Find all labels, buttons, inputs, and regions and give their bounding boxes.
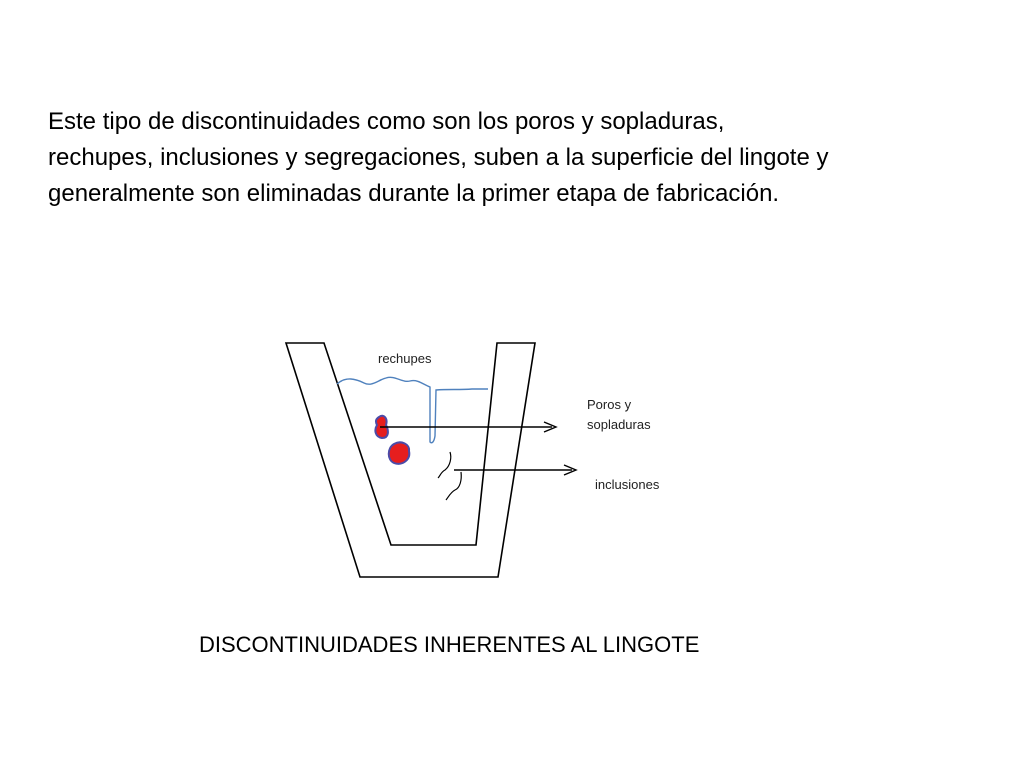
inclusion-mark-2 [446,472,461,500]
pore-large [389,442,410,463]
shrinkage-line [337,377,488,442]
label-poros-line1: Poros y [587,397,632,412]
label-poros-line2: sopladuras [587,417,651,432]
label-inclusiones: inclusiones [595,477,660,492]
label-rechupes: rechupes [378,351,432,366]
mould-outer-wall [286,343,535,577]
intro-line-2: rechupes, inclusiones y segregaciones, suben a la superficie del lingote y [48,144,829,171]
diagram-caption: DISCONTINUIDADES INHERENTES AL LINGOTE [199,632,700,657]
intro-line-1: Este tipo de discontinuidades como son los poros y sopladuras, [48,108,725,135]
inclusion-mark-1 [438,452,451,478]
intro-line-3: generalmente son eliminadas durante la primer etapa de fabricación. [48,180,780,207]
arrow-poros [380,422,556,432]
